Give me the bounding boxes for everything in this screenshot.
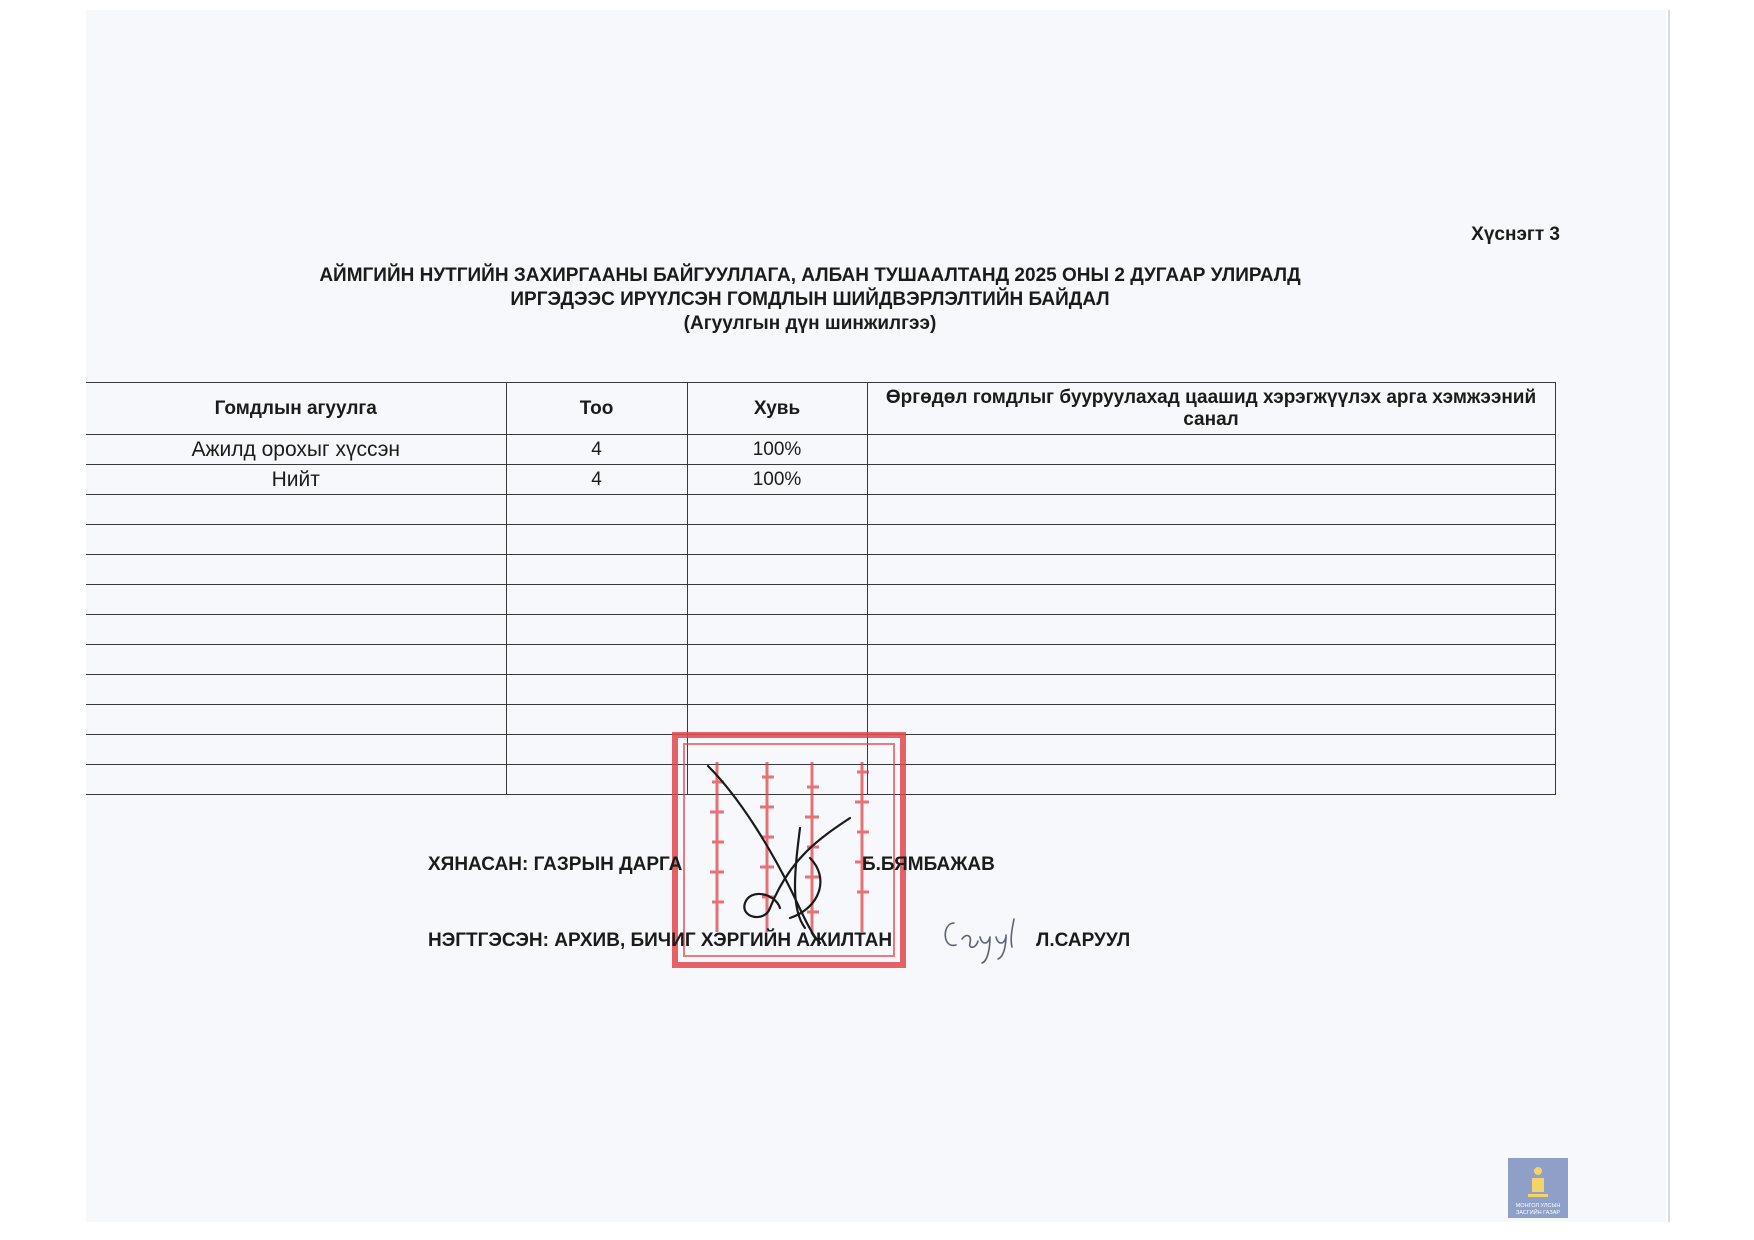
empty-cell (86, 525, 506, 555)
empty-cell (86, 765, 506, 795)
appendix-label: Хүснэгт 3 (1471, 224, 1560, 245)
empty-cell (506, 765, 687, 795)
cell-count: 4 (506, 465, 687, 495)
empty-cell (506, 705, 687, 735)
cell-proposal (867, 435, 1555, 465)
empty-cell (86, 585, 506, 615)
director-signature (700, 758, 870, 948)
title-line-2: ИРГЭДЭЭС ИРҮҮЛСЭН ГОМДЛЫН ШИЙДВЭРЛЭЛТИЙН БАЙДАЛ (510, 289, 1110, 310)
empty-cell (506, 555, 687, 585)
empty-cell (687, 705, 867, 735)
title-line-1: АЙМГИЙН НУТГИЙН ЗАХИРГААНЫ БАЙГУУЛЛАГА, АЛБАН ТУШААЛТАНД 2025 ОНЫ 2 ДУГААР УЛИРАЛД (319, 265, 1301, 286)
header-content: Гомдлын агуулга (86, 383, 506, 435)
empty-cell (867, 585, 1555, 615)
svg-text:ЗАСГИЙН ГАЗАР: ЗАСГИЙН ГАЗАР (1515, 1210, 1561, 1216)
empty-cell (867, 705, 1555, 735)
empty-cell (86, 675, 506, 705)
table-row-total (86, 465, 1555, 495)
empty-cell (867, 645, 1555, 675)
document-title (200, 264, 1420, 336)
empty-cell (506, 495, 687, 525)
table-row (86, 435, 1555, 465)
empty-cell (867, 735, 1555, 765)
cell-content: Ажилд орохыг хүссэн (86, 435, 506, 465)
header-count: Тоо (506, 383, 687, 435)
empty-cell (687, 585, 867, 615)
empty-cell (867, 765, 1555, 795)
table-row-empty (86, 585, 1555, 615)
table-row-empty (86, 645, 1555, 675)
verified-by-label: НЭГТГЭСЭН: АРХИВ, БИЧИГ ХЭРГИЙН АЖИЛТАН (428, 930, 893, 951)
table-row-empty (86, 555, 1555, 585)
page-edge (1668, 10, 1670, 1222)
empty-cell (86, 495, 506, 525)
empty-cell (86, 735, 506, 765)
cell-percent: 100% (687, 435, 867, 465)
table-row-empty (86, 705, 1555, 735)
archivist-signature (940, 915, 1028, 967)
cell-percent: 100% (687, 465, 867, 495)
government-logo-icon (1508, 1158, 1568, 1218)
empty-cell (687, 555, 867, 585)
empty-cell (86, 705, 506, 735)
empty-cell (86, 555, 506, 585)
empty-cell (506, 735, 687, 765)
empty-cell (506, 675, 687, 705)
empty-cell (867, 495, 1555, 525)
empty-cell (506, 645, 687, 675)
verified-by-name: Л.САРУУЛ (1036, 930, 1131, 951)
cell-content: Нийт (86, 465, 506, 495)
reviewed-by-name: Б.БЯМБАЖАВ (862, 854, 995, 875)
table-row-empty (86, 675, 1555, 705)
empty-cell (867, 525, 1555, 555)
empty-cell (506, 585, 687, 615)
table-row-empty (86, 525, 1555, 555)
empty-cell (687, 495, 867, 525)
table-row-empty (86, 615, 1555, 645)
empty-cell (867, 555, 1555, 585)
empty-cell (687, 525, 867, 555)
empty-cell (506, 525, 687, 555)
empty-cell (687, 675, 867, 705)
header-proposal: Өргөдөл гомдлыг бууруулахад цаашид хэрэгжүүлэх арга хэмжээний санал (867, 383, 1555, 435)
cell-proposal (867, 465, 1555, 495)
empty-cell (86, 645, 506, 675)
table-row-empty (86, 495, 1555, 525)
svg-text:МОНГОЛ УЛСЫН: МОНГОЛ УЛСЫН (1515, 1203, 1561, 1209)
empty-cell (687, 645, 867, 675)
empty-cell (867, 615, 1555, 645)
reviewed-by-label: ХЯНАСАН: ГАЗРЫН ДАРГА (428, 854, 683, 875)
table-header-row (86, 383, 1555, 435)
empty-cell (86, 615, 506, 645)
empty-cell (687, 615, 867, 645)
header-percent: Хувь (687, 383, 867, 435)
empty-cell (506, 615, 687, 645)
empty-cell (867, 675, 1555, 705)
title-line-3: (Агуулгын дүн шинжилгээ) (683, 313, 937, 334)
cell-count: 4 (506, 435, 687, 465)
